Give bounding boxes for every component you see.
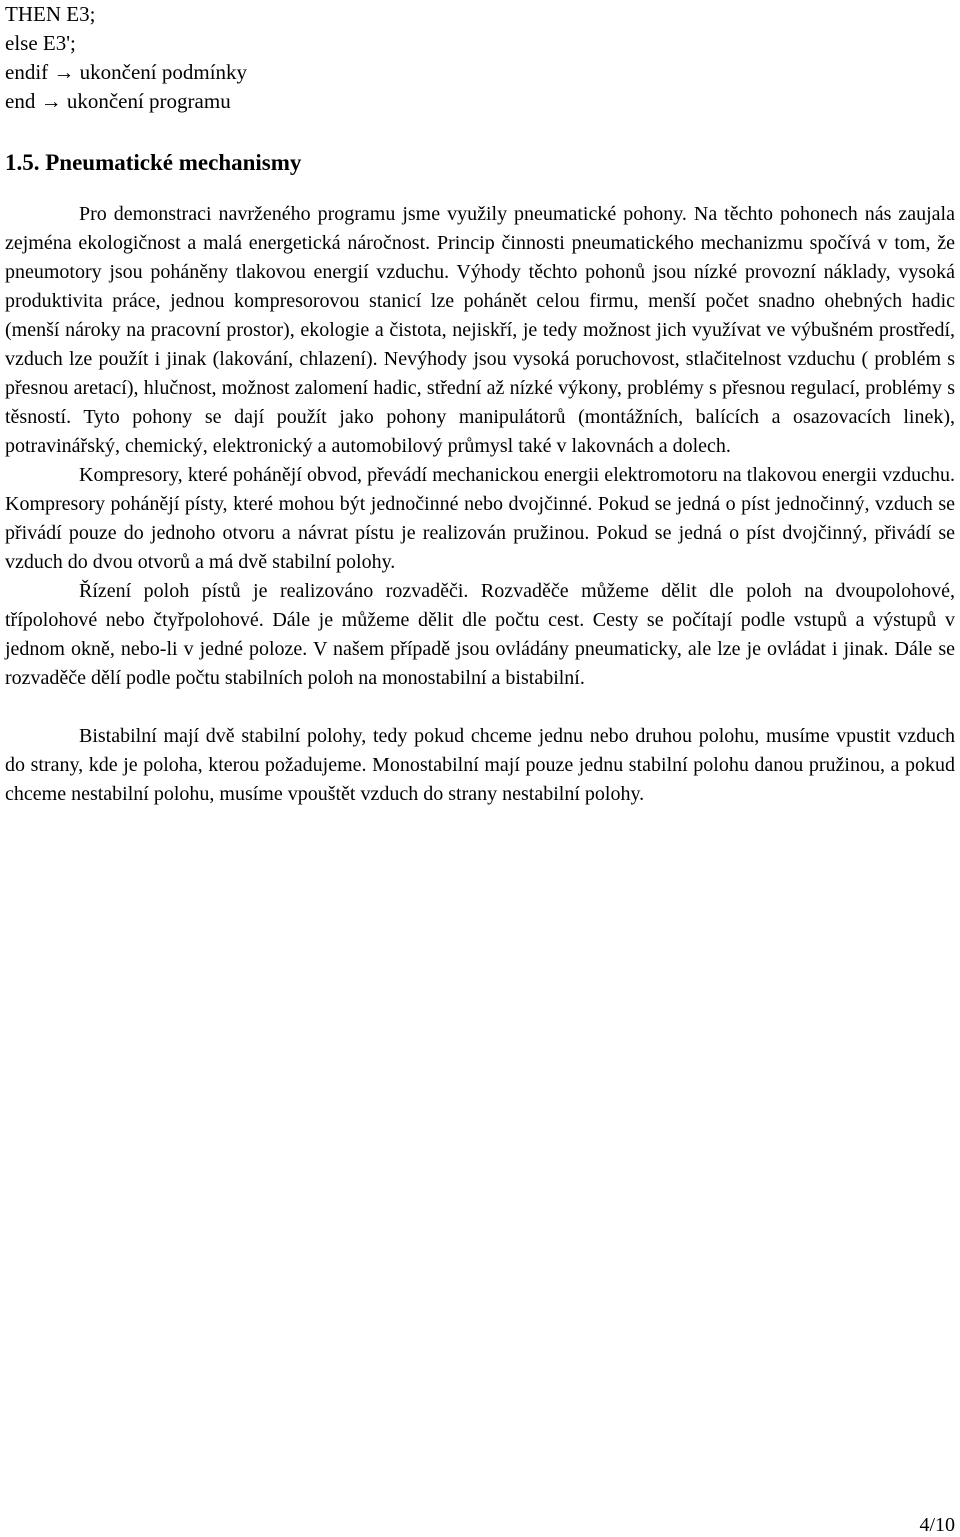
paragraph: Pro demonstraci navrženého programu jsme využily pneumatické pohony. Na těchto pohonech nás zaujala zejména ekologičnost a malá energetická náročnost. Princip činnosti pneumatického mechanizmu spočívá v tom, že pneumotory jsou poháněny tlakovou energií vzduchu. Výhody těchto pohonů jsou nízké provozní náklady, vysoká produktivita práce, jednou kompresorovou stanicí lze pohánět celou firmu, menší počet snadno ohebných hadic (menší nároky na pracovní prostor), ekologie a čistota, nejiskří, je tedy možnost jich využívat ve výbušném prostředí, vzduch lze použít i jinak (lakování, chlazení). Nevýhody jsou vysoká poruchovost, stlačitelnost vzduchu ( problém s přesnou aretací), hlučnost, možnost zalomení hadic, střední až nízké výkony, problémy s přesnou regulací, problémy s těsností. Tyto pohony se dají použít jako pohony manipulátorů (montážních, balících a osazovacích linek), potravinářský, chemický, elektronický a automobilový průmysl také v lakovnách a dolech. xyxy=(5,203,955,457)
paragraph: Bistabilní mají dvě stabilní polohy, tedy pokud chceme jednu nebo druhou polohu, musíme vpustit vzduch do strany, kde je poloha, kterou požadujeme. Monostabilní mají pouze jednu stabilní polohu danou pružinou, a pokud chceme nestabilní polohu, musíme vpouštět vzduch do strany nestabilní polohy. xyxy=(5,725,955,805)
paragraph: Řízení poloh pístů je realizováno rozvaděči. Rozvaděče můžeme dělit dle poloh na dvoupolohové, třípolohové nebo čtyřpolohové. Dále je můžeme dělit dle počtu cest. Cesty se počítají podle vstupů a výstupů v jednom okně, nebo-li v jedné poloze. V našem případě jsou ovládány pneumaticky, ale lze je ovládat i jinak. Dále se rozvaděče dělí podle počtu stabilních poloh na monostabilní a bistabilní. xyxy=(5,580,955,689)
paragraph: Kompresory, které pohánějí obvod, převádí mechanickou energii elektromotoru na tlakovou energii vzduchu. Kompresory pohánějí písty, které mohou být jednočinné nebo dvojčinné. Pokud se jedná o píst jednočinný, vzduch se přivádí pouze do jednoho otvoru a návrat pístu je realizován pružinou. Pokud se jedná o píst dvojčinný, přivádí se vzduch do dvou otvorů a má dvě stabilní polohy. xyxy=(5,464,955,573)
code-line: endif → ukončení podmínky xyxy=(5,60,248,84)
body-text xyxy=(5,200,955,809)
code-line: else E3'; xyxy=(5,31,76,55)
section-title: Pneumatické mechanismy xyxy=(45,150,302,175)
section-number: 1.5. xyxy=(5,150,40,175)
code-block xyxy=(5,0,955,116)
document-page xyxy=(5,0,955,809)
code-line: THEN E3; xyxy=(5,2,96,26)
section-heading xyxy=(5,148,955,178)
page-number: 4/10 xyxy=(919,1514,955,1536)
code-line: end → ukončení programu xyxy=(5,89,231,113)
